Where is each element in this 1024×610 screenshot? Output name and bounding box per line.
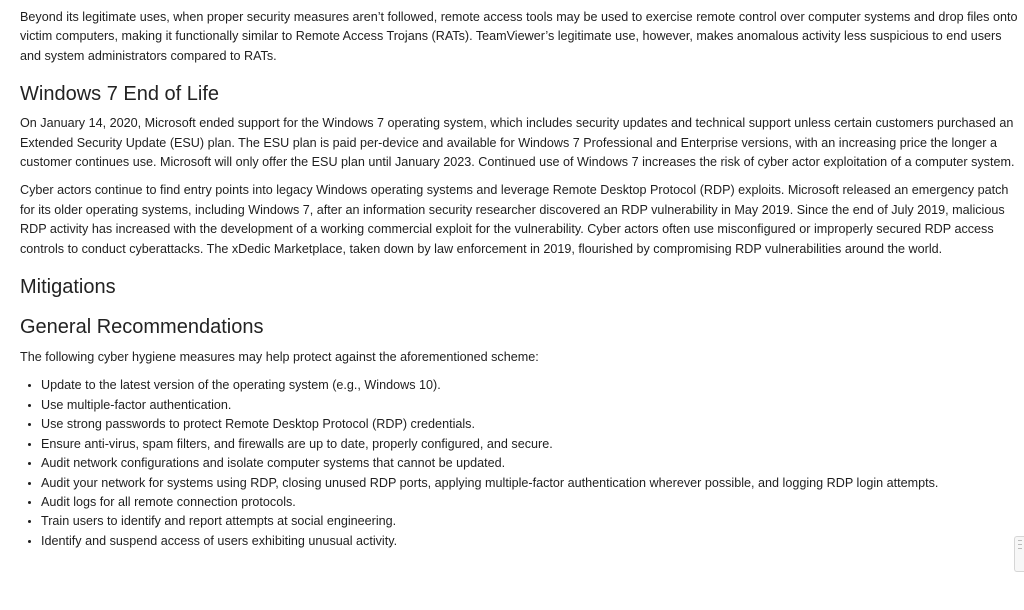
list-item: • Audit logs for all remote connection protocols. <box>41 493 1020 512</box>
list-item: • Identify and suspend access of users exhibiting unusual activity. <box>41 532 1020 551</box>
heading-mitigations: Mitigations <box>20 276 116 299</box>
paragraph-rdp-exploits: Cyber actors continue to find entry points into legacy Windows operating systems and leverage Remote Desktop Protocol (RDP) exploits. Microsoft released an emergency patch for its older operating systems, including Windows 7, after an information security researcher discovered an RDP vulnerability in May 2019. Since the end of July 2019, malicious RDP activity has increased with the development of a working commercial exploit for the vulnerability. Cyber actors often use misconfigured or improperly secured RDP access controls to conduct cyberattacks. The xDedic Marketplace, taken down by law enforcement in 2019, flourished by compromising RDP vulnerabilities around the world. <box>20 183 1009 256</box>
list-item: • Use multiple-factor authentication. <box>41 396 1020 415</box>
heading-windows7-eol: Windows 7 End of Life <box>20 83 219 106</box>
list-item: • Update to the latest version of the operating system (e.g., Windows 10). <box>41 376 1020 395</box>
grip-icon <box>1018 540 1022 541</box>
list-item: • Train users to identify and report attempts at social engineering. <box>41 512 1020 531</box>
article-body <box>20 8 1020 551</box>
list-item: • Use strong passwords to protect Remote Desktop Protocol (RDP) credentials. <box>41 415 1020 434</box>
list-item: • Audit your network for systems using RDP, closing unused RDP ports, applying multiple-factor authentication wherever possible, and logging RDP login attempts. <box>41 474 1020 493</box>
paragraph-windows7-support: On January 14, 2020, Microsoft ended support for the Windows 7 operating system, which includes security updates and technical support unless certain customers purchased an Extended Security Update (ESU) plan. The ESU plan is paid per-device and available for Windows 7 Professional and Enterprise versions, with an increasing price the longer a customer continues use. Microsoft will only offer the ESU plan until January 2023. Continued use of Windows 7 increases the risk of cyber actor exploitation of a computer system. <box>20 116 1015 170</box>
grip-icon <box>1018 544 1022 545</box>
grip-icon <box>1018 548 1022 549</box>
recommendations-list <box>20 376 1020 551</box>
paragraph-recommendations-intro: The following cyber hygiene measures may help protect against the aforementioned scheme: <box>20 350 539 365</box>
list-item: • Ensure anti-virus, spam filters, and firewalls are up to date, properly configured, and secure. <box>41 435 1020 454</box>
heading-general-recommendations: General Recommendations <box>20 316 264 339</box>
paragraph-remote-access: Beyond its legitimate uses, when proper security measures aren’t followed, remote access tools may be used to exercise remote control over computer systems and drop files onto victim computers, making it functionally similar to Remote Access Trojans (RATs). TeamViewer’s legitimate use, however, makes anomalous activity less suspicious to end users and system administrators compared to RATs. <box>20 10 1018 63</box>
side-panel-handle[interactable] <box>1014 536 1024 572</box>
list-item: • Audit network configurations and isolate computer systems that cannot be updated. <box>41 454 1020 473</box>
